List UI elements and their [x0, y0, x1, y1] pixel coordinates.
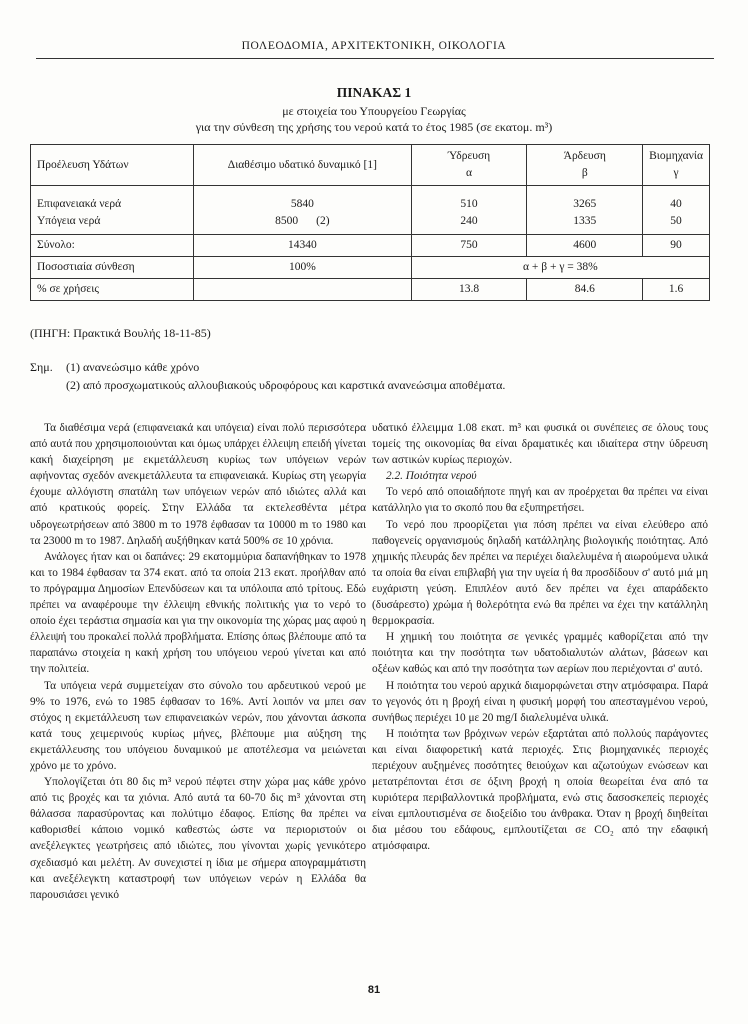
percent-label: Ποσοστιαία σύνθεση [31, 257, 194, 279]
notes-label: Σημ. [30, 360, 53, 374]
percent-formula: α + β + γ = 38% [411, 257, 709, 279]
water-use-table [30, 144, 710, 301]
surface-irrigation: 3265 [573, 198, 597, 210]
right-paragraph-2: Το νερό που προορίζεται για πόση πρέπει να είναι ελεύθερο από παθογενείς οργανισμούς δηλαδή κατάλληλης βιολογικής ποιότητας. Από χημικής πλευράς δεν πρέπει να περιέχει διαλελυμένα ή αιωρούμενα υλικά τα οποία θα είναι επιβλαβή για την υγεία ή θα προσδίδουν σ' αυτό μιά μη ευχάριστη γεύση. Επιπλέον αυτό δεν πρέπει να έχει απαράδεκτο (δυσάρεστο) χρώμα ή θολερότητα ενώ θα πρέπει να έχει την κατάλληλη θερμοκρασία. [372, 518, 708, 628]
header-potential: Διαθέσιμο υδατικό δυναμικό [1] [194, 145, 412, 186]
table-row-uses [31, 279, 710, 301]
total-industry: 90 [643, 235, 710, 257]
cell-supply-values [411, 186, 527, 235]
label-surface-water: Επιφανειακά νερά [37, 198, 122, 210]
header-industry-symbol: γ [673, 167, 679, 179]
cell-industry-values [643, 186, 710, 235]
header-water-supply [411, 145, 527, 186]
header-irrigation-symbol: β [581, 167, 588, 179]
header-source: Προέλευση Υδάτων [31, 145, 194, 186]
ground-note-ref: (2) [316, 215, 330, 227]
table-row-percent [31, 257, 710, 279]
running-head: ΠΟΛΕΟΔΟΜΙΑ, ΑΡΧΙΤΕΚΤΟΝΙΚΗ, ΟΙΚΟΛΟΓΙΑ [241, 40, 507, 52]
right-paragraph-3: Η χημική του ποιότητα σε γενικές γραμμές καθορίζεται από την ποιότητα και την ποσότητα των υδατοδιαλυτών αλάτων, βάσεων και οξέων καθώς και από την ποσότητα των αερίων που περιέχονται σ' αυτό. [372, 631, 708, 676]
header-industry [643, 145, 710, 186]
left-paragraph-3: Τα υπόγεια νερά συμμετείχαν στο σύνολο του αρδευτικού νερού με 9% το 1976, ενώ το 1985 έφθασαν το 16%. Αντί λοιπόν να μπει σαν στόχος η εκμετάλλευση των επιφανειακών νερών, που χάνονται άσκοπα κατά τους χειμερινούς κυρίως μήνες, βλέπουμε μια αύξηση της εκμετάλλευσης του υπόγειου δυναμικού με αποτέλεσμα να μειώνεται χρόνο με το χρόνο. [30, 679, 366, 772]
total-potential: 14340 [194, 235, 412, 257]
label-ground-water: Υπόγεια νερά [37, 215, 101, 227]
surface-supply: 510 [460, 198, 478, 210]
total-label: Σύνολο: [31, 235, 194, 257]
table-title: ΠΙΝΑΚΑΣ 1 [336, 85, 412, 100]
uses-empty [194, 279, 412, 301]
right-paragraph-1: Το νερό από οποιαδήποτε πηγή και αν προέρχεται θα πρέπει να είναι κατάλληλο για το σκοπό που θα εξυπηρετήσει. [372, 486, 708, 515]
percent-potential: 100% [194, 257, 412, 279]
cell-irrigation-values [527, 186, 643, 235]
ground-potential: 8500 [275, 215, 299, 227]
surface-potential: 5840 [290, 198, 314, 210]
left-paragraph-4: Υπολογίζεται ότι 80 δις m³ νερού πέφτει στην χώρα μας κάθε χρόνο από τις βροχές και τα χιόνια. Από αυτά τα 60-70 δις m³ χάνονται στη θάλασσα παρασύροντας και πολύτιμο έδαφος. Επίσης θα πρέπει να καθορισθεί κάποιο νομικό καθεστώς ώστε να περιοριστούν οι ανεξέλεγκτες γεωτρήσεις από ιδιώτες, που γίνονται χωρίς γενικότερο σχεδιασμό και μελέτη. Αν συνεχιστεί η ίδια με σήμερα απογραμμάτιστη και ανεξέλεγκτη καταστροφή των υπόγειων νερών η Ελλάδα θα παρουσιάσει γενικό [30, 776, 366, 901]
left-column [30, 420, 366, 903]
total-irrigation: 4600 [527, 235, 643, 257]
right-paragraph-4: Η ποιότητα του νερού αρχικά διαμορφώνεται στην ατμόσφαιρα. Παρά το γεγονός ότι η βροχή είναι η φυσική μορφή του απεσταγμένου νερού, συνήθως περιέχει 10 με 20 mg/I διαλελυμένα υλικά. [372, 679, 708, 724]
header-irrigation [527, 145, 643, 186]
surface-industry: 40 [670, 198, 682, 210]
table-subtitle-2: για την σύνθεση της χρήσης του νερού κατά το έτος 1985 (σε εκατομ. m³) [195, 120, 553, 134]
table-row-sources [31, 186, 710, 235]
ground-industry: 50 [670, 215, 682, 227]
right-paragraph-5: Η ποιότητα των βρόχινων νερών εξαρτάται από πολλούς παράγοντες και είναι διαφορετική κατά περιοχές. Στις βιομηχανικές περιοχές περιέχουν αυξημένες ποσότητες θειούχων και αζωτούχων ενώσεων και μετατρέπονται έτσι σε όξινη βροχή η οποία θεωρείται ένα από τα κυριότερα περιβαλλοντικά προβλήματα, ενώ στις δασοσκεπείς περιοχές είναι εμπλουτισμένα σε διοξείδιο του άνθρακα. Όταν η βροχή διηθείται δια μέσου του εδάφους, εμπλουτίζεται σε CO₂ από την εδαφική ατμόσφαιρα. [372, 727, 708, 853]
ground-potential-line [200, 213, 405, 230]
note-1: (1) ανανεώσιμο κάθε χρόνο [66, 360, 200, 374]
left-paragraph-1: Τα διαθέσιμα νερά (επιφανειακά και υπόγεια) είναι πολύ περισσότερα από αυτά που χρησιμοποιούνται και όμως υπάρχει έλλειψη επειδή γίνεται κακή διαχείρηση με εκμετάλλευση κυρίως των υπόγειων νερών αφήνοντας σχεδόν ανεκμετάλλευτα τα επιφανειακά. Κυρίως στη γεωργία έχουμε αλλόγιστη σπατάλη των υπόγειων νερών από ιδιώτες αλλά και από κρατικούς φορείς. Στην Ελλάδα τα εκτελεσθέντα μέτρα υδρογεωτρήσεων από 3800 m το 1978 έφθασαν τα 10000 m το 1980 και τα 23000 m το 1987. Δηλαδή αυξήθηκαν κατά 500% σε 10 χρόνια. [30, 422, 366, 547]
header-water-supply-symbol: α [466, 167, 473, 179]
ground-supply: 240 [460, 215, 478, 227]
table-header-row [31, 145, 710, 186]
right-column [372, 420, 708, 855]
uses-irrigation: 84.6 [527, 279, 643, 301]
uses-industry: 1.6 [643, 279, 710, 301]
total-supply: 750 [411, 235, 527, 257]
left-paragraph-2: Ανάλογες ήταν και οι δαπάνες: 29 εκατομμύρια δαπανήθηκαν το 1978 και το 1984 έφθασαν τα 374 εκατ. από τα οποία 213 εκατ. προήλθαν από το πρόγραμμα Δημοσίων Επενδύσεων και τα υπόλοιπα από τρίτους. Εδώ πρέπει να αναφέρουμε την έλλειψη εθνικής πολιτικής για το νερό το οποίο έχει τεράστια σημασία και για την οικονομία της χώρας μας αφού η έλλειψή του προκαλεί πολλά προβλήματα. Επίσης όπως βλέπουμε από τα παραπάνω στοιχεία η κακή χρήση του υπόγειου νερού γίνεται και από την πολιτεία. [30, 550, 366, 676]
table-subtitle-1: με στοιχεία του Υπουργείου Γεωργίας [282, 104, 466, 118]
uses-label: % σε χρήσεις [31, 279, 194, 301]
note-2: (2) από προσχωματικούς αλλουβιακούς υδροφόρους και καρστικά ανανεώσιμα αποθέματα. [66, 378, 506, 392]
header-irrigation-label: Άρδευση [563, 150, 606, 162]
page-number: 81 [367, 984, 381, 996]
table-row-total [31, 235, 710, 257]
header-industry-label: Βιομηχανία [649, 150, 703, 162]
ground-irrigation: 1335 [573, 215, 597, 227]
cell-potential-values [194, 186, 412, 235]
table-source: (ΠΗΓΗ: Πρακτικά Βουλής 18-11-85) [30, 326, 211, 340]
header-water-supply-label: Ύδρευση [447, 150, 491, 162]
right-continuation: υδατικό έλλειμμα 1.08 εκατ. m³ και φυσικά οι συνέπειες σε όλους τους τομείς της οικονομίας θα είναι δραματικές και ιδιαίτερα στην ύδρευση των αστικών κυρίως περιοχών. [372, 422, 708, 467]
uses-supply: 13.8 [411, 279, 527, 301]
header-rule [36, 58, 714, 59]
section-heading: 2.2. Ποιότητα νερού [386, 470, 477, 483]
cell-source-labels [31, 186, 194, 235]
